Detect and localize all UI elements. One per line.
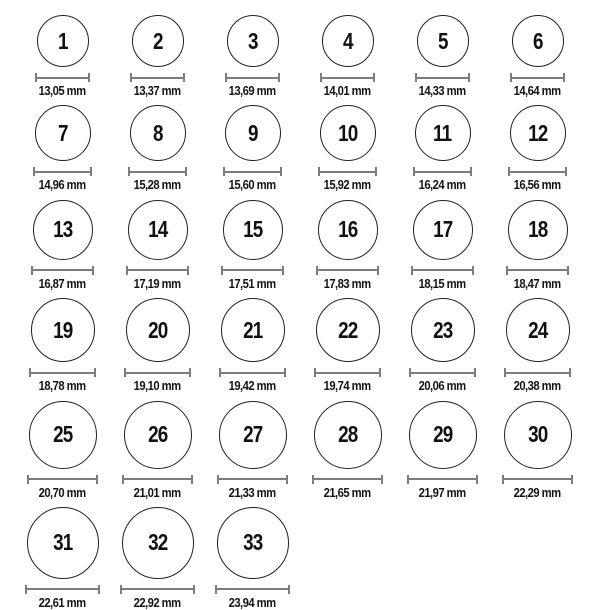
diameter-measure-line [128,167,187,176]
measure-tick-left [29,368,31,377]
measure-line-bar [312,478,383,480]
measure-line-bar [33,171,92,173]
diameter-label: 21,33 mm [229,485,276,500]
diameter-label: 18,47 mm [514,276,561,291]
ring-size-cell [110,401,205,500]
ring-size-cell [110,507,205,610]
diameter-label: 16,56 mm [514,178,561,193]
diameter-label: 21,65 mm [324,485,371,500]
ring-size-cell [205,298,300,393]
ring-circle [126,298,190,362]
diameter-label: 17,51 mm [229,276,276,291]
ring-circle [227,15,279,67]
ring-circle [35,105,91,161]
diameter-measure-line [407,475,478,484]
measure-tick-left [25,585,27,594]
diameter-measure-line [219,368,286,377]
diameter-measure-line [502,475,573,484]
ring-size-number: 19 [52,316,73,343]
ring-size-number: 14 [147,216,168,243]
measure-tick-left [120,585,122,594]
measure-tick-left [219,368,221,377]
diameter-measure-line [126,266,189,275]
diameter-label: 13,37 mm [134,84,181,98]
measure-tick-left [508,167,510,176]
ring-size-cell [15,298,110,393]
ring-size-cell [300,200,395,291]
ring-size-cell [110,105,205,192]
diameter-label: 19,42 mm [229,379,276,394]
size-row [15,200,585,291]
ring-size-number: 1 [57,27,68,54]
ring-size-cell [490,401,585,500]
measure-tick-left [128,167,130,176]
measure-line-bar [508,171,567,173]
ring-circle [132,15,184,67]
measure-tick-right [565,167,567,176]
ring-size-cell [205,507,300,610]
diameter-label: 15,92 mm [324,178,371,193]
ring-size-cell [395,401,490,500]
ring-circle [322,15,374,67]
ring-size-cell [205,401,300,500]
diameter-measure-line [225,73,280,82]
ring-size-number: 6 [532,27,543,54]
ring-circle [510,105,566,161]
measure-tick-right [185,167,187,176]
diameter-measure-line [124,368,191,377]
measure-line-bar [320,77,375,79]
ring-size-cell [300,15,395,98]
measure-tick-right [189,368,191,377]
diameter-measure-line [413,167,472,176]
diameter-measure-line [314,368,381,377]
ring-circle [128,200,188,260]
diameter-label: 22,61 mm [39,595,86,610]
ring-size-number: 11 [433,119,452,146]
measure-tick-left [320,73,322,82]
ring-circle [320,105,376,161]
measure-line-bar [126,269,189,271]
diameter-label: 23,94 mm [229,595,276,610]
measure-tick-right [569,368,571,377]
diameter-label: 16,87 mm [39,276,86,291]
diameter-label: 20,06 mm [419,379,466,394]
diameter-measure-line [318,167,377,176]
measure-tick-right [377,266,379,275]
ring-size-number: 4 [342,27,353,54]
ring-circle [504,401,572,469]
measure-tick-left [407,475,409,484]
measure-tick-left [33,167,35,176]
measure-tick-right [282,266,284,275]
size-row [15,105,585,192]
measure-tick-right [191,475,193,484]
ring-size-cell [490,105,585,192]
measure-tick-right [280,167,282,176]
ring-size-number: 22 [337,316,358,343]
measure-tick-left [31,266,33,275]
measure-tick-left [35,73,37,82]
measure-line-bar [411,269,474,271]
measure-line-bar [120,588,195,590]
measure-tick-left [506,266,508,275]
measure-tick-left [217,475,219,484]
measure-tick-right [474,368,476,377]
measure-tick-left [314,368,316,377]
measure-tick-right [284,368,286,377]
measure-line-bar [27,478,98,480]
ring-circle [221,298,285,362]
measure-line-bar [407,478,478,480]
diameter-measure-line [409,368,476,377]
measure-tick-left [318,167,320,176]
measure-line-bar [124,372,191,374]
diameter-label: 21,01 mm [134,485,181,500]
size-row [15,298,585,393]
diameter-measure-line [217,475,288,484]
diameter-label: 13,69 mm [229,84,276,98]
ring-size-number: 31 [52,529,73,556]
ring-circle [29,401,97,469]
diameter-measure-line [122,475,193,484]
ring-size-number: 8 [152,119,163,146]
ring-size-number: 33 [242,529,263,556]
diameter-label: 17,83 mm [324,276,371,291]
ring-circle [31,298,95,362]
measure-line-bar [409,372,476,374]
measure-tick-right [470,167,472,176]
measure-tick-right [373,73,375,82]
ring-circle [27,507,99,579]
ring-size-number: 12 [527,119,548,146]
ring-size-number: 21 [242,316,263,343]
ring-size-cell [490,15,585,98]
measure-tick-left [225,73,227,82]
ring-circle [124,401,192,469]
measure-line-bar [219,372,286,374]
ring-size-number: 13 [52,216,73,243]
ring-circle [37,15,89,67]
ring-size-cell [110,15,205,98]
ring-size-cell [205,15,300,98]
measure-tick-right [90,167,92,176]
measure-tick-left [510,73,512,82]
measure-line-bar [122,478,193,480]
diameter-measure-line [411,266,474,275]
measure-tick-left [126,266,128,275]
ring-size-cell [15,15,110,98]
ring-size-number: 9 [247,119,258,146]
measure-tick-right [563,73,565,82]
size-row [15,15,585,98]
ring-size-number: 18 [527,216,548,243]
ring-size-cell [395,298,490,393]
measure-tick-right [379,368,381,377]
measure-tick-left [415,73,417,82]
measure-tick-left [221,266,223,275]
ring-size-number: 32 [147,529,168,556]
ring-size-cell [15,105,110,192]
measure-line-bar [225,77,280,79]
diameter-label: 20,38 mm [514,379,561,394]
diameter-label: 14,33 mm [419,84,466,98]
measure-line-bar [217,478,288,480]
measure-line-bar [314,372,381,374]
diameter-measure-line [35,73,90,82]
diameter-measure-line [508,167,567,176]
ring-size-cell [110,298,205,393]
measure-line-bar [35,77,90,79]
ring-size-number: 20 [147,316,168,343]
diameter-measure-line [215,585,290,594]
measure-tick-left [502,475,504,484]
measure-line-bar [504,372,571,374]
diameter-label: 17,19 mm [134,276,181,291]
diameter-measure-line [221,266,284,275]
measure-tick-left [504,368,506,377]
ring-circle [409,401,477,469]
diameter-measure-line [31,266,94,275]
ring-size-cell [395,15,490,98]
measure-tick-left [409,368,411,377]
ring-circle [33,200,93,260]
diameter-label: 22,29 mm [514,485,561,500]
diameter-label: 15,60 mm [229,178,276,193]
ring-size-cell [300,105,395,192]
diameter-label: 16,24 mm [419,178,466,193]
diameter-measure-line [316,266,379,275]
measure-line-bar [31,269,94,271]
measure-tick-right [88,73,90,82]
ring-size-number: 27 [242,421,263,447]
measure-tick-right [187,266,189,275]
ring-size-number: 3 [247,27,258,54]
ring-circle [217,507,289,579]
measure-tick-right [94,368,96,377]
diameter-label: 22,92 mm [134,595,181,610]
measure-line-bar [215,588,290,590]
diameter-label: 13,05 mm [39,84,86,98]
ring-size-number: 2 [152,27,163,54]
ring-size-cell [15,200,110,291]
measure-tick-right [98,585,100,594]
ring-size-number: 23 [432,316,453,343]
ring-size-number: 25 [52,421,73,447]
ring-size-number: 16 [337,216,358,243]
ring-circle [314,401,382,469]
diameter-label: 14,96 mm [39,178,86,193]
diameter-label: 19,10 mm [134,379,181,394]
measure-line-bar [221,269,284,271]
diameter-measure-line [25,585,100,594]
diameter-label: 19,74 mm [324,379,371,394]
measure-tick-right [381,475,383,484]
diameter-measure-line [504,368,571,377]
measure-line-bar [506,269,569,271]
measure-tick-right [567,266,569,275]
diameter-measure-line [415,73,470,82]
measure-tick-left [27,475,29,484]
ring-size-cell [490,298,585,393]
ring-size-number: 29 [432,421,453,447]
diameter-measure-line [506,266,569,275]
diameter-measure-line [320,73,375,82]
ring-circle [219,401,287,469]
measure-tick-left [411,266,413,275]
ring-size-number: 5 [437,27,448,54]
measure-tick-right [571,475,573,484]
ring-circle [122,507,194,579]
measure-tick-left [122,475,124,484]
diameter-measure-line [120,585,195,594]
measure-tick-right [278,73,280,82]
ring-circle [316,298,380,362]
ring-size-number: 17 [432,216,453,243]
measure-tick-right [286,475,288,484]
ring-size-number: 10 [337,119,358,146]
ring-circle [506,298,570,362]
measure-line-bar [130,77,185,79]
ring-size-cell [15,507,110,610]
measure-tick-right [183,73,185,82]
measure-line-bar [413,171,472,173]
diameter-label: 14,64 mm [514,84,561,98]
measure-line-bar [510,77,565,79]
ring-size-cell [300,401,395,500]
ring-size-cell [205,105,300,192]
ring-circle [318,200,378,260]
diameter-measure-line [27,475,98,484]
measure-tick-left [312,475,314,484]
ring-circle [508,200,568,260]
measure-tick-left [316,266,318,275]
measure-tick-left [124,368,126,377]
diameter-measure-line [312,475,383,484]
ring-circle [415,105,471,161]
measure-tick-right [92,266,94,275]
diameter-label: 14,01 mm [324,84,371,98]
measure-line-bar [502,478,573,480]
measure-line-bar [223,171,282,173]
diameter-measure-line [130,73,185,82]
ring-size-number: 15 [242,216,263,243]
diameter-measure-line [510,73,565,82]
ring-size-number: 24 [527,316,548,343]
ring-circle [512,15,564,67]
diameter-measure-line [33,167,92,176]
measure-line-bar [415,77,470,79]
diameter-measure-line [29,368,96,377]
diameter-label: 21,97 mm [419,485,466,500]
ring-size-number: 7 [57,119,68,146]
ring-size-number: 30 [527,421,548,447]
diameter-label: 18,78 mm [39,379,86,394]
measure-line-bar [29,372,96,374]
measure-tick-right [96,475,98,484]
ring-size-cell [205,200,300,291]
ring-size-cell [395,200,490,291]
measure-tick-left [413,167,415,176]
ring-size-cell [110,200,205,291]
measure-tick-left [215,585,217,594]
diameter-label: 15,28 mm [134,178,181,193]
measure-line-bar [128,171,187,173]
ring-circle [130,105,186,161]
measure-line-bar [25,588,100,590]
diameter-measure-line [223,167,282,176]
ring-size-number: 28 [337,421,358,447]
ring-size-cell [15,401,110,500]
measure-tick-right [472,266,474,275]
ring-circle [413,200,473,260]
measure-tick-left [130,73,132,82]
ring-size-cell [395,105,490,192]
size-row [15,401,585,500]
size-row [15,507,585,610]
ring-circle [225,105,281,161]
ring-circle [223,200,283,260]
measure-tick-right [375,167,377,176]
measure-tick-left [223,167,225,176]
measure-tick-right [476,475,478,484]
ring-size-cell [300,298,395,393]
ring-size-number: 26 [147,421,168,447]
measure-tick-right [193,585,195,594]
diameter-label: 20,70 mm [39,485,86,500]
measure-line-bar [318,171,377,173]
ring-circle [411,298,475,362]
measure-tick-right [288,585,290,594]
ring-circle [417,15,469,67]
diameter-label: 18,15 mm [419,276,466,291]
measure-tick-right [468,73,470,82]
ring-size-cell [490,200,585,291]
measure-line-bar [316,269,379,271]
